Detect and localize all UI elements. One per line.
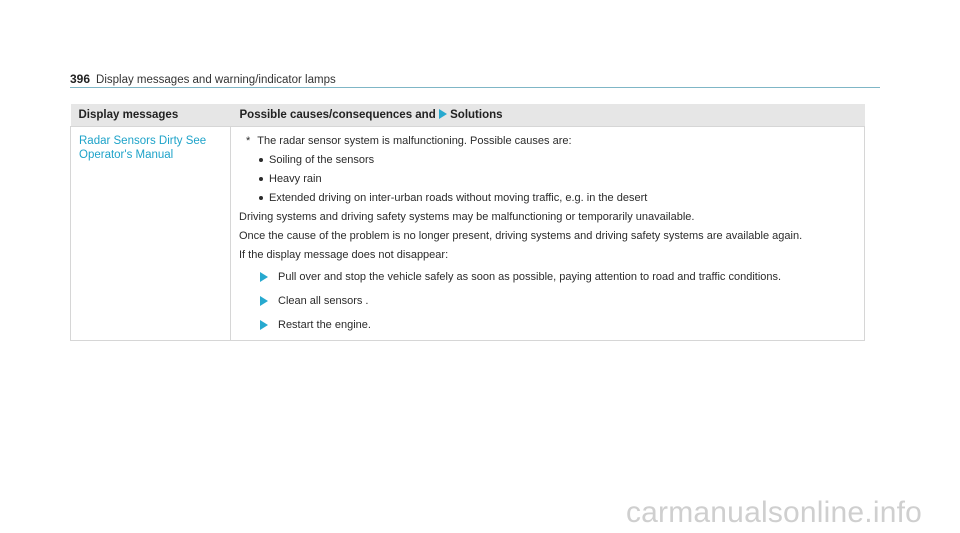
- solution-steps: [239, 270, 856, 332]
- play-arrow-icon: [260, 320, 268, 330]
- play-arrow-icon: [439, 109, 447, 119]
- display-message-line-2: Operator's Manual: [79, 149, 174, 161]
- recovery-text: Once the cause of the problem is no longer present, driving systems and driving safety systems are available again.: [239, 230, 803, 242]
- asterisk-marker: *: [246, 135, 251, 147]
- play-arrow-icon: [260, 272, 268, 282]
- list-item: [239, 318, 856, 332]
- page-header: [70, 72, 880, 86]
- step-text: Pull over and stop the vehicle safely as soon as possible, paying attention to road and traffic conditions.: [278, 271, 782, 283]
- table-row: [71, 127, 865, 341]
- step-text: Clean all sensors .: [278, 295, 369, 307]
- step-text: Restart the engine.: [278, 319, 371, 331]
- cause-intro-text: The radar sensor system is malfunctioning. Possible causes are:: [257, 135, 572, 147]
- list-item: [239, 172, 856, 186]
- column-header-causes-solutions: [231, 104, 865, 127]
- bullet-icon: [259, 158, 263, 162]
- list-item: [239, 191, 856, 205]
- display-message-cell: [71, 127, 231, 341]
- list-item: [239, 153, 856, 167]
- causes-header-label: Possible causes/consequences and: [239, 109, 436, 121]
- display-messages-table: [70, 104, 865, 341]
- causes-list: [239, 153, 856, 205]
- consequence-text: Driving systems and driving safety systems may be malfunctioning or temporarily unavailable.: [239, 211, 695, 223]
- cause-text: Extended driving on inter-urban roads without moving traffic, e.g. in the desert: [269, 192, 648, 204]
- watermark: carmanualsonline.info: [625, 496, 922, 529]
- condition-text: If the display message does not disappear:: [239, 249, 449, 261]
- display-message-line-1: Radar Sensors Dirty See: [79, 135, 207, 147]
- page-title: Display messages and warning/indicator lamps: [96, 74, 336, 86]
- list-item: [239, 294, 856, 308]
- table-header-row: [71, 104, 865, 127]
- header-divider: [70, 87, 880, 88]
- bullet-icon: [259, 196, 263, 200]
- bullet-icon: [259, 177, 263, 181]
- list-item: [239, 270, 856, 284]
- column-header-display-messages: Display messages: [71, 104, 231, 127]
- cause-intro: [246, 134, 856, 148]
- causes-solutions-cell: [231, 127, 865, 341]
- solutions-header-label: Solutions: [450, 109, 503, 121]
- cause-text: Heavy rain: [269, 173, 322, 185]
- play-arrow-icon: [260, 296, 268, 306]
- cause-text: Soiling of the sensors: [269, 154, 375, 166]
- page-number: 396: [70, 72, 91, 86]
